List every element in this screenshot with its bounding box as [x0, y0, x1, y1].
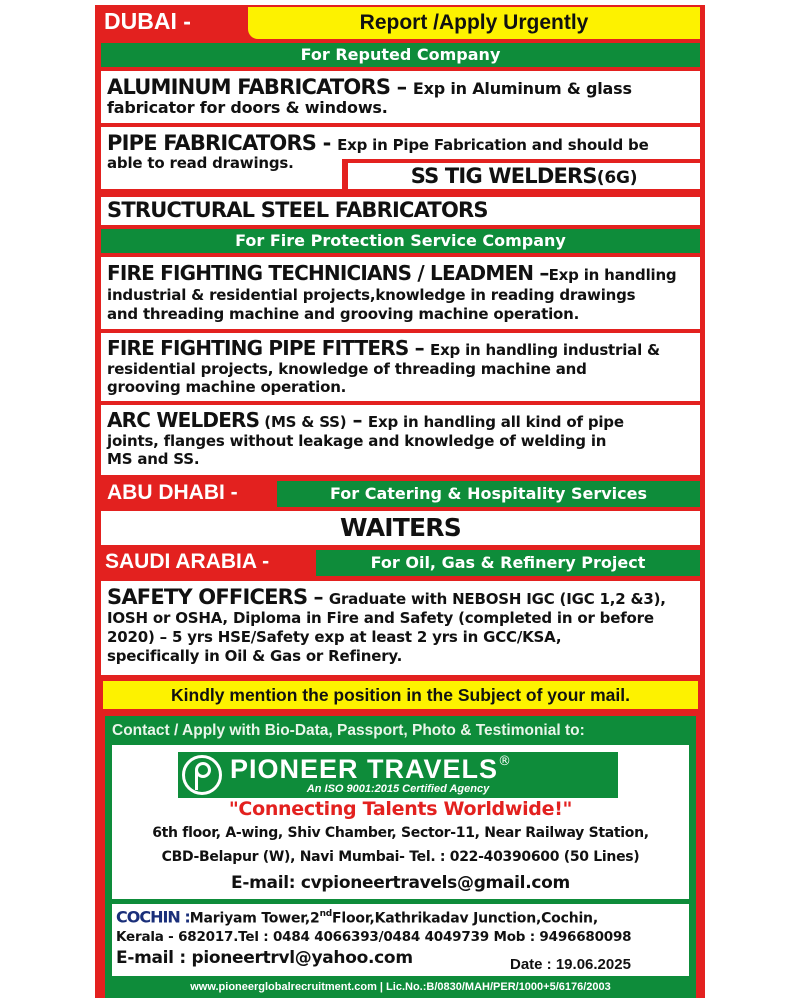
- job-title: ALUMINUM FABRICATORS: [107, 75, 391, 99]
- job-desc-3: grooving machine operation.: [107, 378, 347, 396]
- cochin-line-1b: Floor,Kathrikadav Junction,Cochin,: [332, 910, 598, 927]
- job-desc-3: and threading machine and grooving machine operation.: [107, 305, 580, 323]
- job-title: PIPE FABRICATORS: [107, 131, 317, 155]
- job-desc-2: IOSH or OSHA, Diploma in Fire and Safety (completed in or before: [107, 609, 654, 627]
- job-title: SS TIG WELDERS: [410, 164, 597, 188]
- job-desc-4: specifically in Oil & Gas or Refinery.: [107, 647, 403, 665]
- date-text: Date : 19.06.2025: [510, 956, 631, 973]
- region-saudi: SAUDI ARABIA -: [105, 550, 270, 573]
- job-desc-2: joints, flanges without leakage and knowledge of welding in: [107, 432, 607, 450]
- job-ss-tig-welders: [348, 163, 700, 189]
- job-desc-2: able to read drawings.: [107, 154, 294, 172]
- saudi-company-bar: For Oil, Gas & Refinery Project: [316, 550, 700, 576]
- job-sep: –: [390, 75, 413, 99]
- address-line-1: 6th floor, A-wing, Shiv Chamber, Sector-11, Near Railway Station,: [152, 825, 649, 841]
- job-sep: –: [346, 408, 368, 432]
- address-line-2: CBD-Belapur (W), Navi Mumbai- Tel. : 022-40390600 (50 Lines): [161, 849, 640, 865]
- job-desc-2: industrial & residential projects,knowledge in reading drawings: [107, 286, 636, 304]
- cochin-card: [112, 904, 689, 976]
- urgent-text: Report /Apply Urgently: [359, 11, 589, 34]
- job-safety-officers: [101, 581, 700, 675]
- job-title: FIRE FIGHTING TECHNICIANS / LEADMEN: [107, 261, 534, 285]
- abudhabi-company-bar: For Catering & Hospitality Services: [277, 481, 700, 507]
- job-desc-3: 2020) – 5 yrs HSE/Safety exp at least 2 yrs in GCC/KSA,: [107, 628, 562, 646]
- brand-name: [230, 754, 618, 785]
- region-dubai: DUBAI -: [104, 8, 191, 34]
- cochin-line-2: Kerala - 682017.Tel : 0484 4066393/0484 4049739 Mob : 9496680098: [116, 929, 632, 946]
- urgent-banner: [248, 7, 700, 39]
- job-title: SAFETY OFFICERS: [107, 585, 308, 609]
- job-sep: –: [408, 336, 431, 360]
- registered-mark: ®: [498, 754, 512, 769]
- cochin-label: COCHIN :: [116, 907, 190, 927]
- cochin-email[interactable]: E-mail : pioneertrvl@yahoo.com: [116, 948, 413, 969]
- job-desc: Exp in handling all kind of pipe: [367, 413, 624, 431]
- company-bar: For Reputed Company: [101, 43, 700, 67]
- contact-card: [112, 745, 689, 899]
- job-arc-welders: [101, 405, 700, 475]
- mention-bar: Kindly mention the position in the Subject of your mail.: [103, 681, 698, 709]
- iso-text: An ISO 9001:2015 Certified Agency: [306, 783, 490, 795]
- cochin-line-1: Mariyam Tower,2: [189, 910, 320, 927]
- cochin-sup: nd: [319, 909, 333, 919]
- job-desc-2: fabricator for doors & windows.: [107, 98, 388, 117]
- job-desc: Graduate with NEBOSH IGC (IGC 1,2 &3),: [328, 590, 666, 608]
- brand-text: PIONEER TRAVELS: [230, 754, 499, 784]
- footer-bar: www.pioneerglobalrecruitment.com | Lic.No.:B/0830/MAH/PER/1000+5/6176/2003: [190, 981, 611, 993]
- job-sep: –: [307, 585, 329, 609]
- job-structural-steel: [101, 197, 700, 225]
- contact-email[interactable]: E-mail: cvpioneertravels@gmail.com: [231, 873, 570, 893]
- job-desc: Exp in handling industrial &: [430, 341, 660, 359]
- region-abudhabi: ABU DHABI -: [107, 481, 238, 504]
- job-desc: Exp in Aluminum & glass: [412, 79, 632, 98]
- pioneer-logo: [178, 752, 618, 798]
- contact-heading: Contact / Apply with Bio-Data, Passport, Photo & Testimonial to:: [112, 722, 585, 739]
- job-sep: -: [316, 131, 338, 155]
- job-title: WAITERS: [340, 513, 461, 542]
- job-title: FIRE FIGHTING PIPE FITTERS: [107, 336, 409, 360]
- job-desc: Exp in handling: [548, 266, 677, 284]
- job-fire-technicians: [101, 257, 700, 329]
- job-desc-2: residential projects, knowledge of threading machine and: [107, 360, 587, 378]
- job-aluminum: [101, 71, 700, 123]
- job-desc-3: MS and SS.: [107, 450, 200, 468]
- job-title: STRUCTURAL STEEL FABRICATORS: [107, 198, 488, 222]
- job-desc: Exp in Pipe Fabrication and should be: [337, 136, 649, 154]
- job-waiters: [101, 511, 700, 545]
- job-suffix: (6G): [596, 168, 638, 188]
- tagline: "Connecting Talents Worldwide!": [228, 798, 573, 820]
- job-fire-pipe-fitters: [101, 333, 700, 401]
- job-paren: (MS & SS): [259, 413, 347, 431]
- job-sep: –: [533, 261, 549, 285]
- job-title: ARC WELDERS: [107, 408, 260, 432]
- fire-company-bar: For Fire Protection Service Company: [101, 229, 700, 253]
